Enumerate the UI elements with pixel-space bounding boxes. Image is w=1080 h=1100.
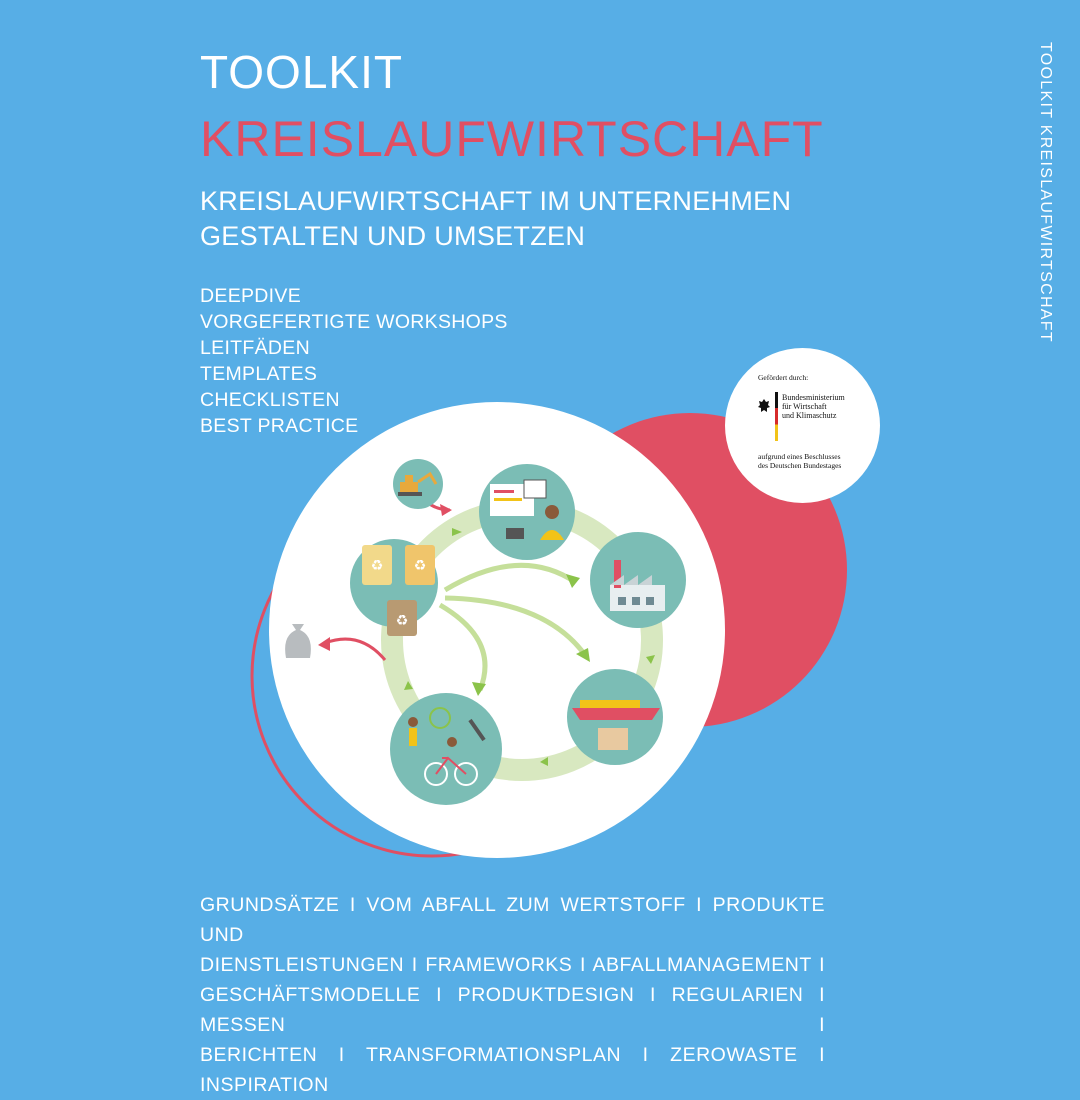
side-label: TOOLKIT KREISLAUFWIRTSCHAFT bbox=[1037, 42, 1054, 343]
topics-list bbox=[200, 890, 825, 1100]
subtitle-line1: KREISLAUFWIRTSCHAFT IM UNTERNEHMEN bbox=[200, 186, 792, 216]
note-line1: aufgrund eines Beschlusses bbox=[758, 452, 841, 461]
sponsor-logo bbox=[725, 348, 880, 503]
subtitle-line2: GESTALTEN UND UMSETZEN bbox=[200, 221, 586, 251]
title-line2: KREISLAUFWIRTSCHAFT bbox=[200, 111, 824, 167]
svg-text:♻: ♻ bbox=[413, 557, 427, 573]
flag-stripe bbox=[775, 392, 778, 441]
feature-item: BEST PRACTICE bbox=[200, 415, 359, 437]
note-line2: des Deutschen Bundestages bbox=[758, 461, 842, 470]
sponsor-note bbox=[758, 452, 841, 470]
excavator-icon bbox=[393, 459, 443, 509]
feature-item: TEMPLATES bbox=[200, 363, 318, 385]
ship-icon bbox=[567, 669, 663, 765]
factory-icon bbox=[590, 532, 686, 628]
topics-line: BERICHTEN I TRANSFORMATIONSPLAN I ZEROWASTE I INSPIRATION bbox=[200, 1044, 825, 1096]
sponsor-prefix: Gefördert durch: bbox=[758, 373, 809, 382]
svg-text:♻: ♻ bbox=[370, 557, 384, 573]
ministry-name bbox=[782, 393, 845, 420]
ministry-line2: für Wirtschaft bbox=[782, 402, 827, 411]
feature-item: LEITFÄDEN bbox=[200, 337, 310, 359]
bicycle-icon bbox=[390, 693, 502, 805]
feature-item: DEEPDIVE bbox=[200, 285, 302, 307]
topics-line: DIENSTLEISTUNGEN I FRAMEWORKS I ABFALLMANAGEMENT I bbox=[200, 954, 825, 976]
feature-item: VORGEFERTIGTE WORKSHOPS bbox=[200, 311, 508, 333]
ministry-line3: und Klimaschutz bbox=[782, 411, 837, 420]
designer-icon bbox=[479, 464, 575, 560]
title-line1: TOOLKIT bbox=[200, 46, 403, 98]
eagle-icon bbox=[758, 398, 770, 414]
topics-line: GESCHÄFTSMODELLE I PRODUKTDESIGN I REGULARIEN I MESSEN I bbox=[200, 984, 825, 1036]
topics-line: GRUNDSÄTZE I VOM ABFALL ZUM WERTSTOFF I PRODUKTE UND bbox=[200, 894, 825, 946]
svg-text:♻: ♻ bbox=[395, 612, 409, 628]
ministry-line1: Bundesministerium bbox=[782, 393, 845, 402]
feature-item: CHECKLISTEN bbox=[200, 389, 340, 411]
